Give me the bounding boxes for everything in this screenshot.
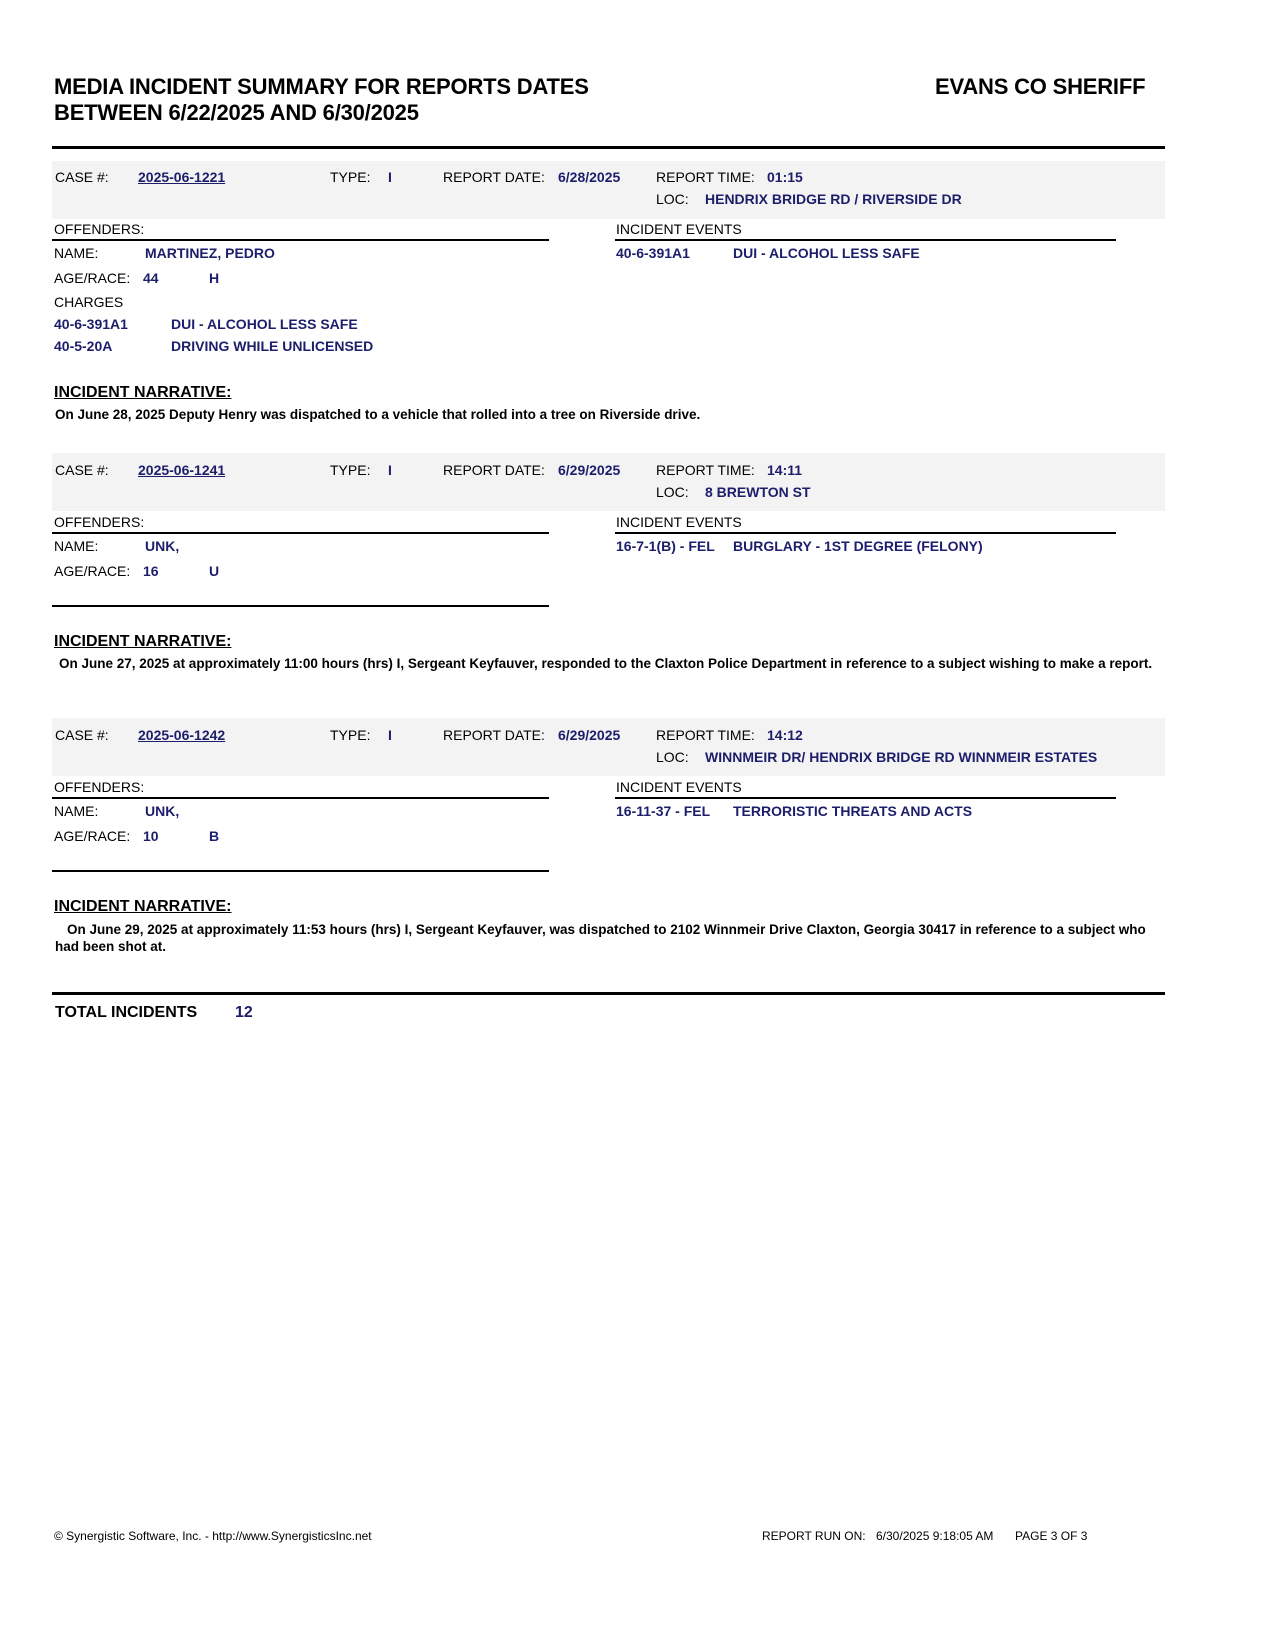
- name-label: NAME:: [54, 538, 99, 554]
- offender-race: H: [209, 270, 220, 286]
- narrative-text: On June 27, 2025 at approximately 11:00 hours (hrs) I, Sergeant Keyfauver, responded to the Claxton Police Department in reference to a subject wishing to make a report.: [59, 656, 1153, 671]
- loc-value: WINNMEIR DR/ HENDRIX BRIDGE RD WINNMEIR ESTATES: [705, 749, 1098, 765]
- type-value: I: [388, 727, 392, 743]
- event-code: 40-6-391A1: [616, 245, 690, 261]
- event-desc: BURGLARY - 1ST DEGREE (FELONY): [733, 538, 983, 554]
- total-incidents-value: 12: [235, 1004, 253, 1021]
- event-desc: DUI - ALCOHOL LESS SAFE: [733, 245, 920, 261]
- offenders-heading: OFFENDERS:: [54, 221, 145, 237]
- charge-code: 40-5-20A: [54, 338, 113, 354]
- report-time-label: REPORT TIME:: [656, 462, 755, 478]
- report-date-value: 6/29/2025: [558, 462, 621, 478]
- case-label: CASE #:: [55, 462, 109, 478]
- report-time-value: 14:11: [767, 462, 803, 478]
- age-race-label: AGE/RACE:: [54, 828, 131, 844]
- events-rule: [615, 239, 1116, 241]
- case-number-link[interactable]: 2025-06-1221: [138, 169, 226, 185]
- narrative-heading: INCIDENT NARRATIVE:: [54, 898, 232, 915]
- report-date-label: REPORT DATE:: [443, 727, 545, 743]
- narrative-text: On June 29, 2025 at approximately 11:53 hours (hrs) I, Sergeant Keyfauver, was dispatched to 2102 Winnmeir Drive Claxton, Georgia 30417 in reference to a subject who had been shot at.: [55, 922, 1146, 954]
- offender-age: 44: [143, 270, 159, 286]
- report-date-label: REPORT DATE:: [443, 462, 545, 478]
- case-label: CASE #:: [55, 169, 109, 185]
- report-date-label: REPORT DATE:: [443, 169, 545, 185]
- report-title-line1: MEDIA INCIDENT SUMMARY FOR REPORTS DATES: [54, 74, 589, 99]
- report-run-label: REPORT RUN ON:: [762, 1529, 866, 1543]
- incident-events-heading: INCIDENT EVENTS: [616, 221, 742, 237]
- narrative-text: On June 28, 2025 Deputy Henry was dispatched to a vehicle that rolled into a tree on Riverside drive.: [55, 407, 701, 422]
- type-label: TYPE:: [330, 169, 371, 185]
- offenders-rule: [52, 797, 549, 799]
- report-time-label: REPORT TIME:: [656, 169, 755, 185]
- report-title-line2: BETWEEN 6/22/2025 AND 6/30/2025: [54, 100, 419, 125]
- events-rule: [615, 797, 1116, 799]
- type-value: I: [388, 169, 392, 185]
- incident-events-heading: INCIDENT EVENTS: [616, 514, 742, 530]
- charge-desc: DUI - ALCOHOL LESS SAFE: [171, 316, 358, 332]
- event-desc: TERRORISTIC THREATS AND ACTS: [733, 803, 973, 819]
- total-divider: [52, 992, 1165, 995]
- header-divider: [52, 146, 1165, 149]
- offenders-end-rule: [52, 605, 549, 607]
- offender-race: U: [209, 563, 220, 579]
- offender-name: UNK,: [145, 803, 180, 819]
- offender-age: 10: [143, 828, 159, 844]
- report-date-value: 6/28/2025: [558, 169, 621, 185]
- type-label: TYPE:: [330, 727, 371, 743]
- case-number-link[interactable]: 2025-06-1242: [138, 727, 226, 743]
- report-time-value: 01:15: [767, 169, 803, 185]
- name-label: NAME:: [54, 245, 99, 261]
- offender-race: B: [209, 828, 220, 844]
- total-incidents-label: TOTAL INCIDENTS: [55, 1004, 198, 1021]
- case-number-link[interactable]: 2025-06-1241: [138, 462, 226, 478]
- event-code: 16-11-37 - FEL: [616, 803, 711, 819]
- offenders-heading: OFFENDERS:: [54, 514, 145, 530]
- report-time-label: REPORT TIME:: [656, 727, 755, 743]
- agency-name: EVANS CO SHERIFF: [935, 74, 1146, 99]
- footer-copyright: © Synergistic Software, Inc. - http://www.SynergisticsInc.net: [54, 1529, 372, 1543]
- event-code: 16-7-1(B) - FEL: [616, 538, 715, 554]
- offenders-heading: OFFENDERS:: [54, 779, 145, 795]
- narrative-heading: INCIDENT NARRATIVE:: [54, 633, 232, 650]
- loc-label: LOC:: [656, 749, 689, 765]
- incident-events-heading: INCIDENT EVENTS: [616, 779, 742, 795]
- offenders-rule: [52, 239, 549, 241]
- age-race-label: AGE/RACE:: [54, 563, 131, 579]
- narrative-heading: INCIDENT NARRATIVE:: [54, 384, 232, 401]
- offender-name: MARTINEZ, PEDRO: [145, 245, 275, 261]
- report-run-value: 6/30/2025 9:18:05 AM: [876, 1529, 994, 1543]
- offender-age: 16: [143, 563, 159, 579]
- type-label: TYPE:: [330, 462, 371, 478]
- events-rule: [615, 532, 1116, 534]
- name-label: NAME:: [54, 803, 99, 819]
- offenders-end-rule: [52, 870, 549, 872]
- charge-desc: DRIVING WHILE UNLICENSED: [171, 338, 374, 354]
- loc-value: HENDRIX BRIDGE RD / RIVERSIDE DR: [705, 191, 962, 207]
- offenders-rule: [52, 532, 549, 534]
- type-value: I: [388, 462, 392, 478]
- charge-code: 40-6-391A1: [54, 316, 128, 332]
- age-race-label: AGE/RACE:: [54, 270, 131, 286]
- charges-heading: CHARGES: [54, 294, 124, 310]
- loc-label: LOC:: [656, 484, 689, 500]
- loc-label: LOC:: [656, 191, 689, 207]
- case-label: CASE #:: [55, 727, 109, 743]
- page-indicator: PAGE 3 OF 3: [1015, 1529, 1088, 1543]
- report-time-value: 14:12: [767, 727, 803, 743]
- offender-name: UNK,: [145, 538, 180, 554]
- report-date-value: 6/29/2025: [558, 727, 621, 743]
- loc-value: 8 BREWTON ST: [705, 484, 811, 500]
